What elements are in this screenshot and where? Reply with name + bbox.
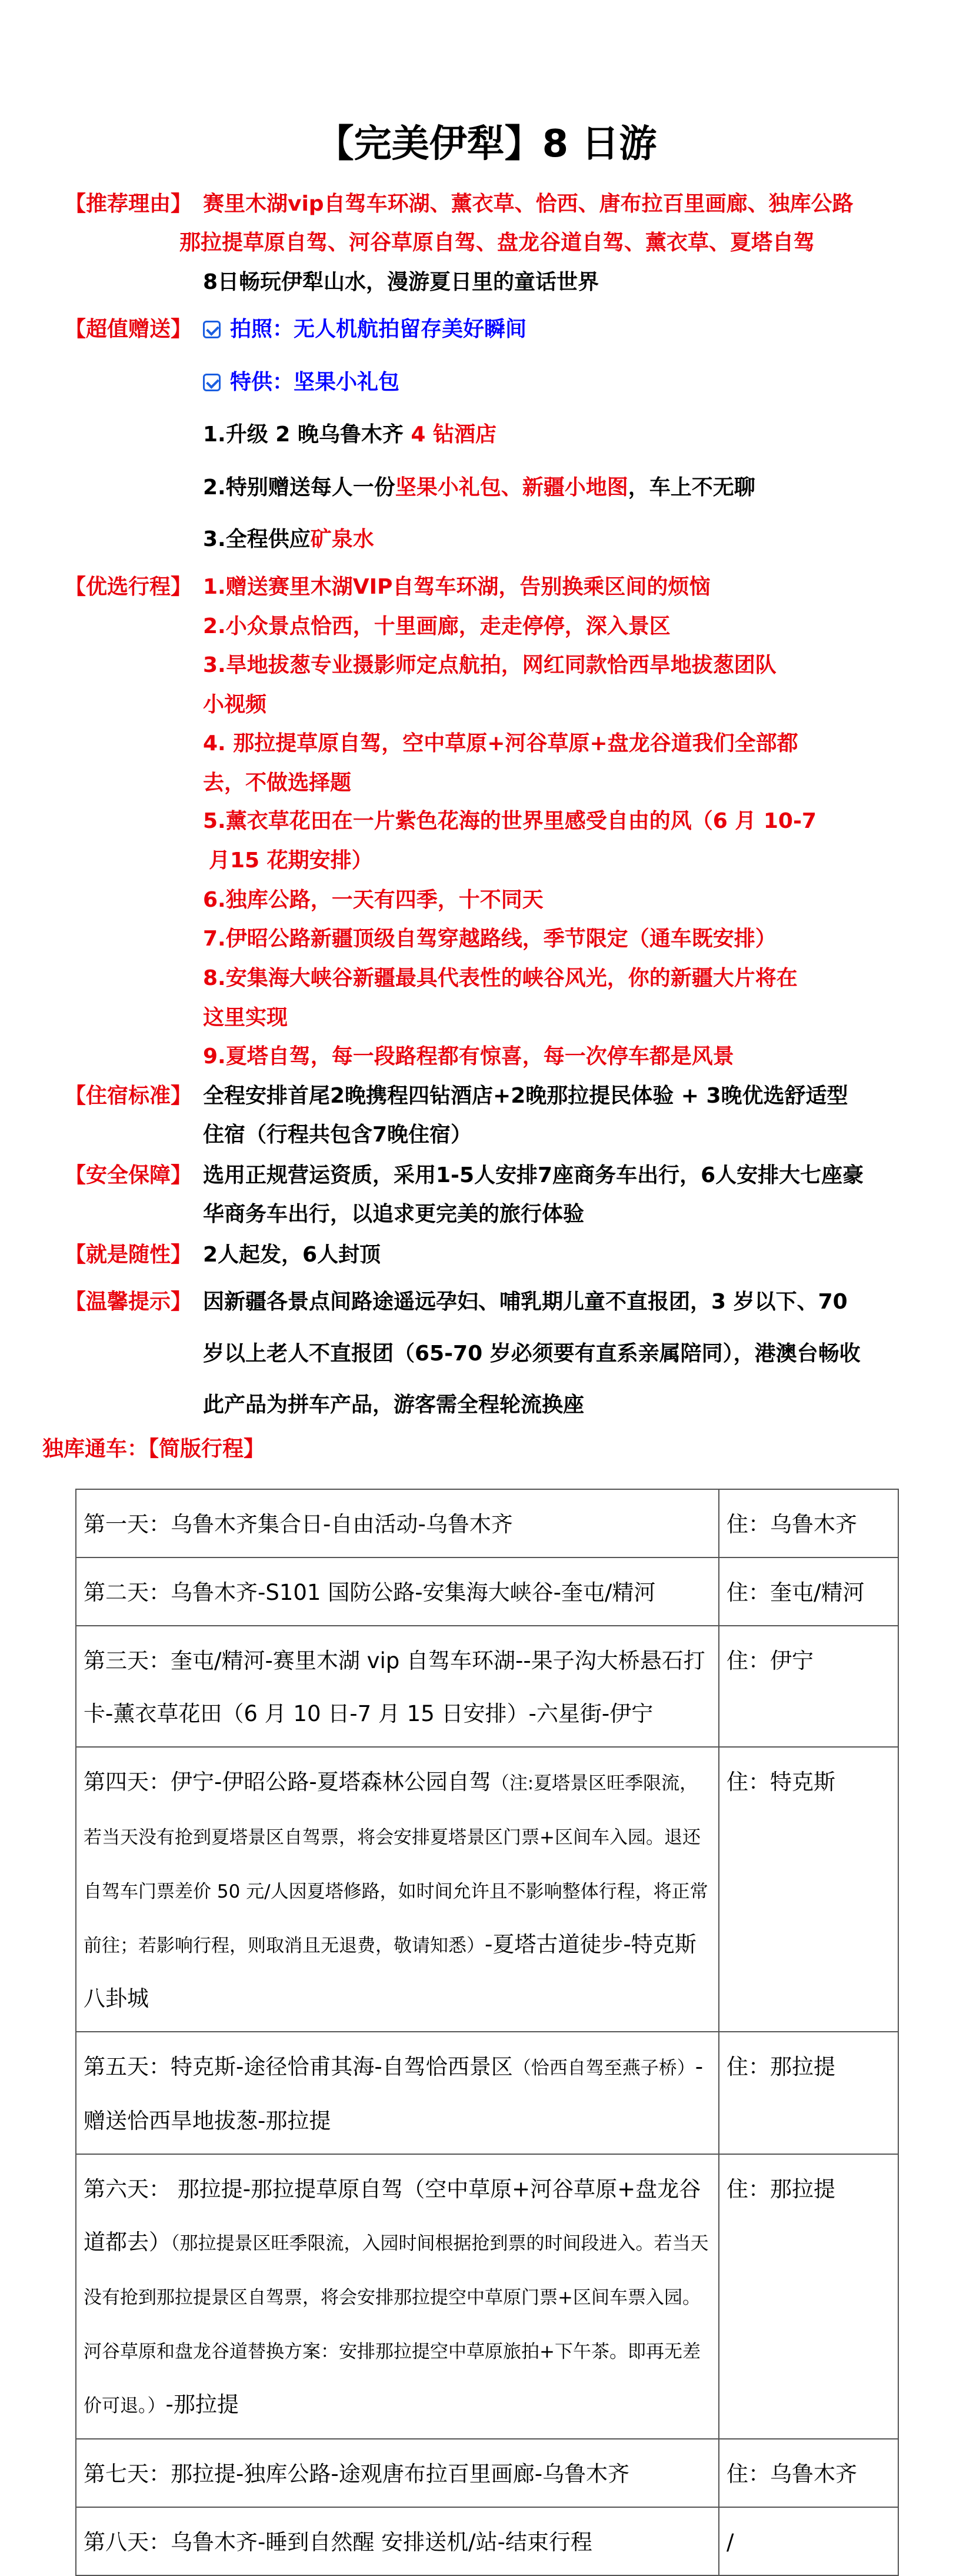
gift-check-1-text: 拍照：无人机航拍留存美好瞬间 <box>230 317 527 341</box>
itinerary-day-text: 第四天：伊宁-伊昭公路-夏塔森林公园自驾 <box>84 1769 491 1795</box>
itinerary-day-text: 第八天：乌鲁木齐-睡到自然醒 安排送机/站-结束行程 <box>84 2530 592 2555</box>
itinerary-stay-cell: 住：伊宁 <box>719 1626 898 1747</box>
preferred-item: 9.夏塔自驾，每一段路程都有惊喜，每一次停车都是风景 <box>203 1044 734 1069</box>
safety-line-2: 华商务车出行，以追求更完美的旅行体验 <box>203 1202 585 1226</box>
itinerary-day-text-tail: -夏塔古道徒步-特克斯八卦城 <box>84 1932 697 2011</box>
gift-item-1-text: 1.升级 2 晚乌鲁木齐 <box>203 422 404 447</box>
gift-item-3-text: 3.全程供应 <box>203 527 311 551</box>
recommend-line-1: 赛里木湖vip自驾车环湖、薰衣草、恰西、唐布拉百里画廊、独库公路 <box>203 192 854 216</box>
preferred-item: 8.安集海大峡谷新疆最具代表性的峡谷风光，你的新疆大片将在 <box>203 966 798 990</box>
gift-item-1 <box>203 415 497 454</box>
itinerary-row <box>76 2439 898 2507</box>
preferred-item: 6.独库公路，一天有四季，十不同天 <box>203 888 544 912</box>
lodging-line-1: 全程安排首尾2晚携程四钻酒店+2晚那拉提民体验 + 3晚优选舒适型 <box>203 1084 848 1108</box>
preferred-item: 5.薰衣草花田在一片紫色花海的世界里感受自由的风（6 月 10-7 <box>203 809 817 833</box>
checkbox-checked-icon <box>203 374 221 391</box>
itinerary-day-text: 第三天：奎屯/精河-赛里木湖 vip 自驾车环湖--果子沟大桥悬石打卡-薰衣草花田（6 月 10 日-7 月 15 日安排）-六星街-伊宁 <box>84 1648 705 1726</box>
gift-item-1-highlight: 4 钻酒店 <box>411 422 497 447</box>
itinerary-day-note: （恰西自驾至燕子桥） <box>512 2058 695 2079</box>
itinerary-table <box>75 1489 899 2576</box>
itinerary-day-text-tail: -赠送恰西旱地拔葱-那拉提 <box>84 2054 704 2134</box>
checkbox-checked-icon <box>203 321 221 338</box>
itinerary-stay-cell: 住：乌鲁木齐 <box>719 2439 898 2507</box>
tips-line-3: 此产品为拼车产品，游客需全程轮流换座 <box>203 1393 585 1417</box>
preferred-item: 3.旱地拔葱专业摄影师定点航拍，网红同款恰西旱地拔葱团队 <box>203 653 777 677</box>
recommend-line-3: 8日畅玩伊犁山水，漫游夏日里的童话世界 <box>203 270 599 294</box>
preferred-label: 【优选行程】 <box>65 575 192 599</box>
tips-line-1: 因新疆各景点间路途遥远孕妇、哺乳期儿童不直报团，3 岁以下、70 <box>203 1290 848 1314</box>
itinerary-day-text: 第一天：乌鲁木齐集合日-自由活动-乌鲁木齐 <box>84 1512 513 1537</box>
recommend-line-2: 那拉提草原自驾、河谷草原自驾、盘龙谷道自驾、薰衣草、夏塔自驾 <box>179 231 815 255</box>
itinerary-row <box>76 1489 898 1557</box>
itinerary-stay-cell: / <box>719 2507 898 2575</box>
itinerary-day-text: 第五天：特克斯-途径恰甫其海-自驾恰西景区 <box>84 2054 513 2079</box>
document-title: 【完美伊犁】8 日游 <box>316 122 657 166</box>
itinerary-day-note: （那拉提景区旺季限流，入园时间根据抢到票的时间段进入。若当天没有抢到那拉提景区自驾票，将会安排那拉提空中草原门票+区间车票入园。河谷草原和盘龙谷道替换方案：安排那拉提空中草原旅拍+下午茶。即再无差价可退。） <box>84 2233 709 2417</box>
itinerary-day-cell <box>76 2032 719 2154</box>
preferred-item: 2.小众景点恰西，十里画廊，走走停停，深入景区 <box>203 614 671 638</box>
gift-check-2 <box>203 363 399 402</box>
gift-item-3 <box>203 520 374 559</box>
lodging-line-2: 住宿（行程共包含7晚住宿） <box>203 1123 472 1147</box>
itinerary-row <box>76 2507 898 2575</box>
recommend-label: 【推荐理由】 <box>65 192 192 216</box>
itinerary-stay-cell: 住：特克斯 <box>719 1747 898 2032</box>
itinerary-stay-cell: 住：那拉提 <box>719 2154 898 2439</box>
preferred-item: 7.伊昭公路新疆顶级自驾穿越路线，季节限定（通车既安排） <box>203 927 777 951</box>
preferred-item: 小视频 <box>203 693 267 717</box>
gift-item-2-tail: ，车上不无聊 <box>628 475 755 500</box>
preferred-item: 月15 花期安排） <box>209 848 373 873</box>
gift-check-2-text: 特供：坚果小礼包 <box>230 370 400 394</box>
itinerary-stay-cell: 住：奎屯/精河 <box>719 1557 898 1626</box>
gift-label: 【超值赠送】 <box>65 317 192 341</box>
casual-line-1: 2人起发，6人封顶 <box>203 1243 381 1267</box>
preferred-item: 去，不做选择题 <box>203 771 352 795</box>
gift-item-2-text: 2.特别赠送每人一份 <box>203 475 395 500</box>
preferred-item: 4. 那拉提草原自驾，空中草原+河谷草原+盘龙谷道我们全部都 <box>203 731 798 756</box>
itinerary-subheading: 独库通车：【简版行程】 <box>42 1437 265 1461</box>
itinerary-day-cell <box>76 2507 719 2575</box>
itinerary-day-cell <box>76 2439 719 2507</box>
itinerary-day-cell <box>76 2154 719 2439</box>
tips-label: 【温馨提示】 <box>65 1290 192 1314</box>
gift-item-2 <box>203 468 755 507</box>
safety-line-1: 选用正规营运资质，采用1-5人安排7座商务车出行，6人安排大七座豪 <box>203 1163 864 1187</box>
itinerary-day-text: 第七天：那拉提-独库公路-途观唐布拉百里画廊-乌鲁木齐 <box>84 2461 630 2487</box>
itinerary-day-text: 第二天：乌鲁木齐-S101 国防公路-安集海大峡谷-奎屯/精河 <box>84 1580 656 1605</box>
itinerary-day-note: （注:夏塔景区旺季限流，若当天没有抢到夏塔景区自驾票，将会安排夏塔景区门票+区间车入园。退还自驾车门票差价 50 元/人因夏塔修路，如时间允许且不影响整体行程，将正常前往；若影响行程，则取消且无退费，敬请知悉） <box>84 1773 708 1956</box>
safety-label: 【安全保障】 <box>65 1163 192 1187</box>
gift-item-3-highlight: 矿泉水 <box>310 527 374 551</box>
preferred-item: 1.赠送赛里木湖VIP自驾车环湖，告别换乘区间的烦恼 <box>203 575 711 599</box>
lodging-label: 【住宿标准】 <box>65 1084 192 1108</box>
itinerary-row <box>76 1626 898 1747</box>
preferred-item: 这里实现 <box>203 1006 288 1030</box>
casual-label: 【就是随性】 <box>65 1243 192 1267</box>
itinerary-day-text: 第六天： 那拉提-那拉提草原自驾（空中草原+河谷草原+盘龙谷道都去） <box>84 2176 701 2255</box>
itinerary-stay-cell: 住：那拉提 <box>719 2032 898 2154</box>
itinerary-day-cell <box>76 1557 719 1626</box>
gift-item-2-highlight-1: 坚果小礼包 <box>395 475 501 500</box>
tips-line-2: 岁以上老人不直报团（65-70 岁必须要有直系亲属陪同），港澳台畅收 <box>203 1342 861 1366</box>
itinerary-row <box>76 1557 898 1626</box>
itinerary-row <box>76 2154 898 2439</box>
itinerary-stay-cell: 住：乌鲁木齐 <box>719 1489 898 1557</box>
itinerary-day-text-tail: -那拉提 <box>165 2392 239 2417</box>
gift-check-1 <box>203 310 527 349</box>
gift-item-2-highlight-2: 新疆小地图 <box>522 475 628 500</box>
gift-item-2-separator: 、 <box>501 475 522 500</box>
itinerary-day-cell <box>76 1489 719 1557</box>
itinerary-row <box>76 1747 898 2032</box>
itinerary-day-cell <box>76 1747 719 2032</box>
itinerary-row <box>76 2032 898 2154</box>
itinerary-day-cell <box>76 1626 719 1747</box>
